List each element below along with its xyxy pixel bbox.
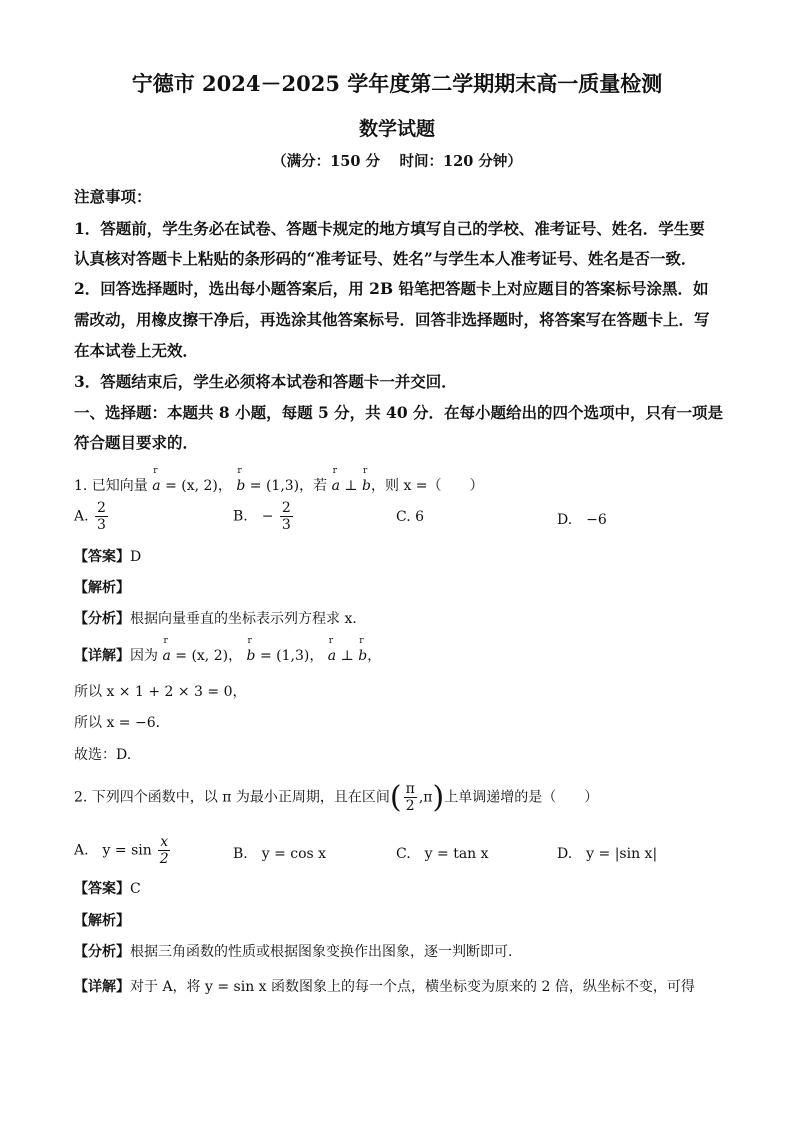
q1-option-a-label: A. bbox=[74, 508, 89, 525]
vector-b-2: b r bbox=[362, 466, 371, 494]
note-2-line-2: 需改动，用橡皮擦干净后，再选涂其他答案标号．回答非选择题时，将答案写在答题卡上．写 bbox=[74, 310, 710, 329]
q2-option-c: C. y = tan x bbox=[396, 846, 489, 862]
q2-suffix: 上单调递增的是（ ） bbox=[444, 789, 599, 806]
q2-fenxi bbox=[74, 941, 512, 961]
fenxi-tag: 【分析】 bbox=[74, 611, 130, 627]
detail-tag: 【详解】 bbox=[74, 979, 130, 995]
fraction-denominator: 3 bbox=[281, 517, 291, 533]
vector-a-3: a r bbox=[162, 636, 171, 664]
note-3: 3．答题结束后，学生必须将本试卷和答题卡一并交回． bbox=[74, 372, 457, 391]
vector-b: b r bbox=[236, 466, 246, 494]
q2-interval-fraction bbox=[404, 781, 417, 814]
q2-stem bbox=[74, 780, 598, 815]
q1-stem: 1. 已知向量 a r = (x, 2)， b r = (1,3)，若 a r ⊥ b r ，则 x =（ ） bbox=[74, 466, 484, 494]
q1-ask: ，则 x =（ ） bbox=[371, 478, 484, 494]
fenxi-text: 根据向量垂直的坐标表示列方程求 x． bbox=[130, 611, 367, 627]
note-2-line-1: 2．回答选择题时，选出每小题答案后，用 2B 铅笔把答题卡上对应题目的答案标号涂黑．如 bbox=[74, 279, 709, 298]
answer-tag: 【答案】 bbox=[74, 881, 130, 897]
detail-prefix: 因为 bbox=[130, 648, 158, 664]
q2-option-a-label: A. y = sin bbox=[74, 842, 152, 859]
q1-b-value: = (1,3) bbox=[249, 478, 300, 494]
exam-subtitle: 数学试题 bbox=[358, 118, 435, 140]
right-paren: ) bbox=[432, 780, 445, 815]
detail-a-value: = (x, 2) bbox=[175, 648, 229, 664]
note-2-line-3: 在本试卷上无效． bbox=[74, 341, 199, 360]
q1-option-a bbox=[74, 500, 110, 533]
section-1-line-2: 符合题目要求的． bbox=[74, 433, 199, 452]
q1-option-c: C. 6 bbox=[396, 509, 425, 525]
notes-heading: 注意事项： bbox=[74, 187, 152, 206]
perp-symbol-2: ⊥ bbox=[340, 648, 354, 664]
q2-prefix: 2. 下列四个函数中，以 π 为最小正周期，且在区间 bbox=[74, 789, 390, 806]
q1-fenxi bbox=[74, 608, 366, 628]
q1-a-value: = (x, 2) bbox=[165, 478, 218, 494]
q1-option-a-fraction bbox=[95, 500, 108, 533]
q1-prefix: 1. 已知向量 bbox=[74, 478, 148, 494]
q1-step-2: 所以 x = −6． bbox=[74, 715, 170, 731]
exam-meta: （满分：150 分 时间：120 分钟） bbox=[272, 153, 522, 170]
fraction-denominator: 3 bbox=[97, 517, 106, 533]
fraction-numerator: 2 bbox=[281, 500, 291, 516]
note-1-line-2: 认真核对答题卡上粘贴的条形码的“准考证号、姓名”与学生本人准考证号、姓名是否一致． bbox=[74, 249, 697, 268]
note-1-line-1: 1．答题前，学生务必在试卷、答题卡规定的地方填写自己的学校、准考证号、姓名．学生要 bbox=[74, 219, 705, 238]
q2-option-b: B. y = cos x bbox=[233, 846, 327, 862]
q1-detail: 【详解】因为 a r = (x, 2)， b r = (1,3)， a r ⊥ b r ， bbox=[74, 636, 382, 664]
answer-value: C bbox=[130, 881, 141, 897]
q1-answer bbox=[74, 546, 141, 566]
detail-text: 对于 A，将 y = sin x 函数图象上的每一个点，横坐标变为原来的 2 倍，纵坐标不变，可得 bbox=[130, 979, 695, 995]
q1-option-b-label: B. − bbox=[233, 508, 274, 525]
q2-answer bbox=[74, 878, 141, 898]
section-1-line-1: 一、选择题：本题共 8 小题，每题 5 分，共 40 分．在每小题给出的四个选项中，只有一项是 bbox=[74, 403, 724, 422]
fraction-denominator: 2 bbox=[405, 798, 415, 814]
detail-b-value: = (1,3) bbox=[259, 648, 310, 664]
fraction-numerator: x bbox=[160, 834, 169, 850]
fraction-numerator: π bbox=[405, 781, 415, 797]
q1-cond: ，若 bbox=[299, 478, 328, 494]
vector-b-4: b r bbox=[358, 636, 368, 664]
q2-analysis-tag: 【解析】 bbox=[74, 913, 130, 929]
vector-a-2: a r bbox=[331, 466, 340, 494]
answer-tag: 【答案】 bbox=[74, 549, 130, 565]
q2-interval-tail: ,π bbox=[418, 789, 433, 806]
q2-detail bbox=[74, 976, 695, 996]
q1-option-b bbox=[233, 500, 295, 533]
detail-tag: 【详解】 bbox=[74, 648, 130, 664]
vector-a: a r bbox=[152, 466, 161, 494]
fraction-numerator: 2 bbox=[97, 500, 106, 516]
q1-step-1: 所以 x × 1 + 2 × 3 = 0， bbox=[74, 684, 247, 700]
q1-option-b-fraction bbox=[280, 500, 293, 533]
q2-option-d: D. y = |sin x| bbox=[557, 846, 658, 862]
vector-b-3: b r bbox=[246, 636, 256, 664]
perp-symbol: ⊥ bbox=[344, 478, 358, 494]
fraction-denominator: 2 bbox=[159, 851, 169, 867]
q1-option-d: D. −6 bbox=[557, 512, 607, 528]
fenxi-text: 根据三角函数的性质或根据图象变换作出图象，逐一判断即可. bbox=[130, 944, 513, 960]
left-paren: ( bbox=[389, 780, 402, 815]
q2-option-a bbox=[74, 834, 172, 867]
vector-a-4: a r bbox=[327, 636, 337, 664]
q1-analysis-tag: 【解析】 bbox=[74, 580, 130, 596]
answer-value: D bbox=[130, 549, 142, 565]
fenxi-tag: 【分析】 bbox=[74, 944, 130, 960]
q1-choice: 故选：D. bbox=[74, 747, 132, 763]
q2-option-a-fraction bbox=[158, 834, 170, 867]
exam-title: 宁德市 2024－2025 学年度第二学期期末高一质量检测 bbox=[131, 71, 663, 96]
